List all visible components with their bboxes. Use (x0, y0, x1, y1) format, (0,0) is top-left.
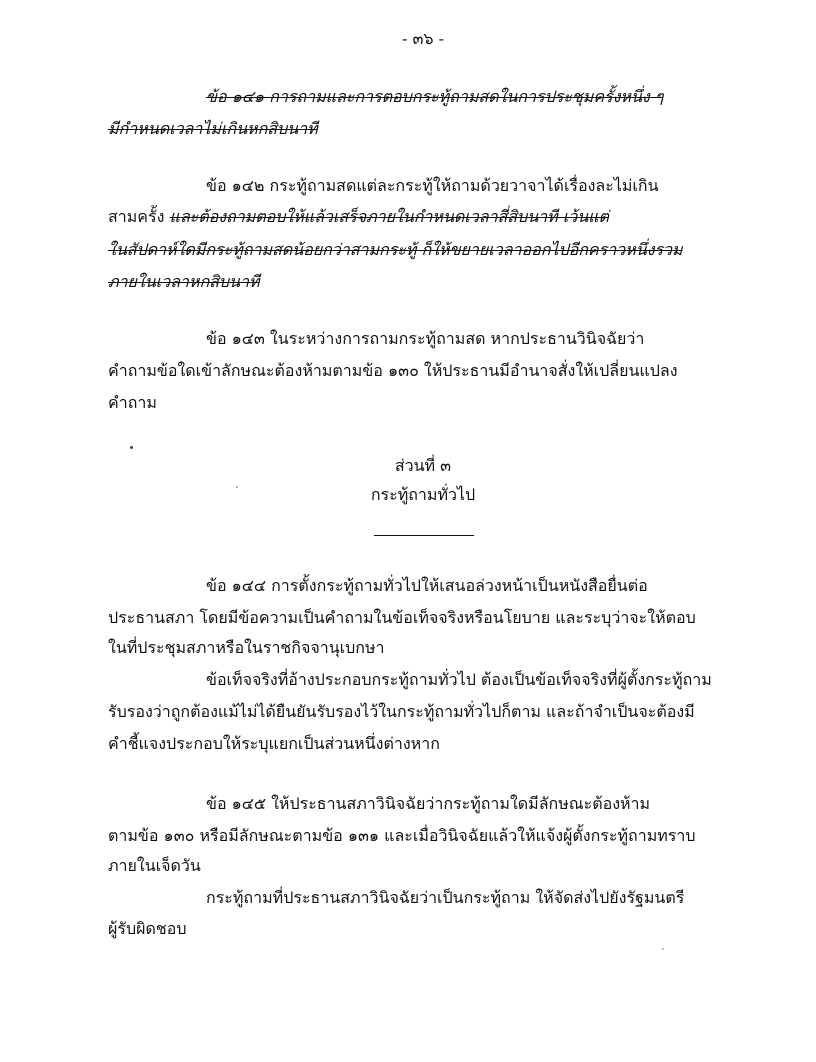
section-145-line-5: ผู้รับผิดชอบ (108, 919, 187, 938)
section-144-line-1: ข้อ ๑๔๔ การตั้งกระทู้ถามทั่วไปให้เสนอล่วงหน้าเป็นหนังสือยื่นต่อ (206, 576, 648, 595)
section-144-line-3: ในที่ประชุมสภาหรือในราชกิจจานุเบกษา (108, 638, 385, 657)
heading-underline (374, 535, 474, 536)
section-142-line-4: ภายในเวลาหกสิบนาที (108, 272, 260, 291)
section-144-line-5: รับรองว่าถูกต้องแม้ไม่ได้ยืนยันรับรองไว้ในกระทู้ถามทั่วไปก็ตาม และถ้าจำเป็นจะต้องมี (108, 702, 695, 721)
section-143-line-3: คำถาม (108, 393, 157, 412)
section-145-line-3: ภายในเจ็ดวัน (108, 856, 201, 875)
section-143-line-1: ข้อ ๑๔๓ ในระหว่างการถามกระทู้ถามสด หากประธานวินิจฉัยว่า (206, 329, 645, 348)
section-142-line-2 (108, 206, 609, 228)
section-144-line-2: ประธานสภา โดยมีข้อความเป็นคำถามในข้อเท็จจริงหรือนโยบาย และระบุว่าจะให้ตอบ (108, 608, 696, 627)
section-142-line-1: ข้อ ๑๔๒ กระทู้ถามสดแต่ละกระทู้ให้ถามด้วยวาจาได้เรื่องละไม่เกิน (206, 176, 659, 195)
section-144-line-6: คำชี้แจงประกอบให้ระบุแยกเป็นส่วนหนึ่งต่างหาก (108, 734, 440, 753)
section-148-line-1: ข้อ ๑๔๑ การถามและการตอบกระทู้ถามสดในการประชุมครั้งหนึ่ง ๆ (206, 87, 664, 106)
scan-speck (130, 446, 133, 449)
section-144-line-4: ข้อเท็จจริงที่อ้างประกอบกระทู้ถามทั่วไป ต้องเป็นข้อเท็จจริงที่ผู้ตั้งกระทู้ถาม (206, 670, 712, 689)
section-142-line-2-plain: สามครั้ง (108, 207, 170, 226)
section-145-line-1: ข้อ ๑๔๕ ให้ประธานสภาวินิจฉัยว่ากระทู้ถามใดมีลักษณะต้องห้าม (206, 794, 651, 813)
section-142-line-3: ในสัปดาห์ใดมีกระทู้ถามสดน้อยกว่าสามกระทู้ ก็ให้ขยายเวลาออกไปอีกคราวหนึ่งรวม (108, 240, 683, 259)
section-145-line-2: ตามข้อ ๑๓๐ หรือมีลักษณะตามข้อ ๑๓๑ และเมื่อวินิจฉัยแล้วให้แจ้งผู้ตั้งกระทู้ถามทราบ (108, 826, 696, 845)
page-number: - ๓๖ - (401, 29, 445, 48)
scan-speck (662, 948, 664, 950)
section-142-line-2-struck: และต้องถามตอบให้แล้วเสร็จภายในกำหนดเวลาสี่สิบนาที เว้นแต่ (169, 207, 609, 226)
section-143-line-2: คำถามข้อใดเข้าลักษณะต้องห้ามตามข้อ ๑๓๐ ให้ประธานมีอำนาจสั่งให้เปลี่ยนแปลง (108, 361, 678, 380)
part-number-heading: ส่วนที่ ๓ (394, 456, 452, 475)
part-title-heading: กระทู้ถามทั่วไป (370, 485, 476, 504)
section-148-line-2: มีกำหนดเวลาไม่เกินหกสิบนาที (108, 119, 318, 138)
section-145-line-4: กระทู้ถามที่ประธานสภาวินิจฉัยว่าเป็นกระทู้ถาม ให้จัดส่งไปยังรัฐมนตรี (206, 888, 685, 907)
scan-speck (236, 486, 238, 488)
